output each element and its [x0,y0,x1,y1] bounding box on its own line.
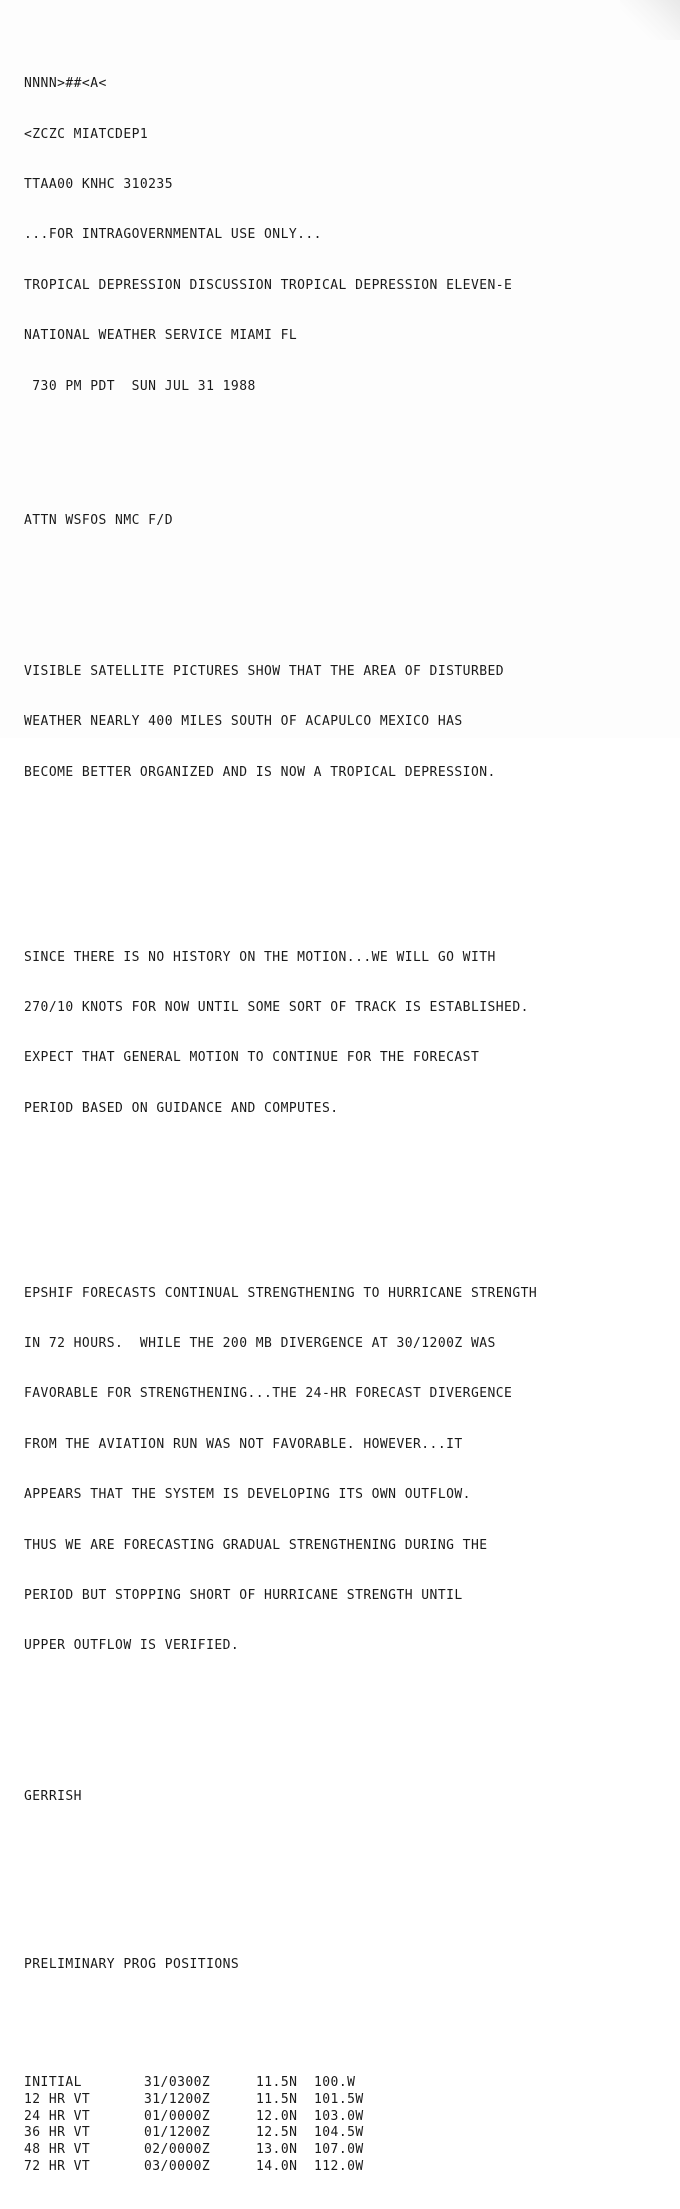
prog-lon: 101.5W [314,2091,364,2107]
header-line-office: NATIONAL WEATHER SERVICE MIAMI FL [24,328,298,344]
paragraph-satellite [24,630,537,815]
prog-label: 72 HR VT [24,2159,91,2174]
paragraph-line: FROM THE AVIATION RUN WAS NOT FAVORABLE. HOWEVER...IT [24,1436,463,1452]
prog-label: INITIAL [24,2075,82,2091]
paragraph-line: SINCE THERE IS NO HISTORY ON THE MOTION...WE WILL GO WITH [24,949,496,965]
spacer [24,849,537,866]
paragraph-line: UPPER OUTFLOW IS VERIFIED. [24,1638,240,1654]
paragraph-line: PERIOD BASED ON GUIDANCE AND COMPUTES. [24,1100,339,1116]
prog-label: 48 HR VT [24,2142,91,2158]
paragraph-line: 270/10 KNOTS FOR NOW UNTIL SOME SORT OF TRACK IS ESTABLISHED. [24,1000,529,1016]
spacer [24,563,537,580]
header-line-zczc: <ZCZC MIATCDEP1 [24,126,149,142]
prog-lat: 12.0N [256,2108,298,2124]
prog-time: 31/1200Z [144,2091,211,2107]
paragraph-motion [24,916,537,1151]
prog-label: 24 HR VT [24,2108,91,2124]
prog-time: 31/0300Z [144,2075,211,2091]
prog-lon: 107.0W [314,2142,364,2158]
table-row [24,2159,394,2176]
prog-label: 36 HR VT [24,2125,91,2141]
table-row [24,2142,394,2159]
discussion-text [24,9,537,2209]
prog-lon: 112.0W [314,2159,364,2174]
table-row [24,2109,394,2126]
prog-lon: 100.W [314,2075,356,2091]
paragraph-line: PERIOD BUT STOPPING SHORT OF HURRICANE STRENGTH UNTIL [24,1587,463,1603]
spacer [24,1890,537,1907]
paragraph-line: APPEARS THAT THE SYSTEM IS DEVELOPING ITS OWN OUTFLOW. [24,1487,471,1503]
paragraph-line: WEATHER NEARLY 400 MILES SOUTH OF ACAPULCO MEXICO HAS [24,714,463,730]
prog-time: 02/0000Z [144,2142,211,2158]
prog-title: PRELIMINARY PROG POSITIONS [24,1957,240,1973]
table-row [24,2125,394,2142]
header-line-wmo: TTAA00 KNHC 310235 [24,176,173,192]
paragraph-line: FAVORABLE FOR STRENGTHENING...THE 24-HR FORECAST DIVERGENCE [24,1386,513,1402]
prog-lat: 14.0N [256,2159,298,2174]
prog-time: 01/0000Z [144,2108,211,2124]
header-line-routing: NNNN>##<A< [24,76,107,92]
paragraph-line: EPSHIF FORECASTS CONTINUAL STRENGTHENING TO HURRICANE STRENGTH [24,1285,538,1301]
paragraph-line: EXPECT THAT GENERAL MOTION TO CONTINUE FOR THE FORECAST [24,1050,480,1066]
forecaster-signature: GERRISH [24,1789,82,1805]
prog-lat: 12.5N [256,2125,298,2141]
prog-time: 01/1200Z [144,2125,211,2141]
spacer [24,1840,537,1857]
prog-lat: 11.5N [256,2075,298,2091]
prog-lon: 104.5W [314,2125,364,2141]
prog-lat: 13.0N [256,2142,298,2158]
paragraph-line: VISIBLE SATELLITE PICTURES SHOW THAT THE AREA OF DISTURBED [24,664,505,680]
header-line-datetime: 730 PM PDT SUN JUL 31 1988 [24,378,256,394]
page-corner-shadow [620,0,680,40]
table-row [24,2092,394,2109]
message-header [24,43,537,429]
table-row [24,2075,394,2092]
prog-label: 12 HR VT [24,2091,91,2107]
paragraph-line: IN 72 HOURS. WHILE THE 200 MB DIVERGENCE AT 30/1200Z WAS [24,1335,496,1351]
header-line-title: TROPICAL DEPRESSION DISCUSSION TROPICAL DEPRESSION ELEVEN-E [24,277,513,293]
header-line-restriction: ...FOR INTRAGOVERNMENTAL USE ONLY... [24,227,322,243]
paragraph-strength [24,1252,537,1689]
spacer [24,1185,537,1202]
spacer [24,1722,537,1739]
prog-lat: 11.5N [256,2091,298,2107]
prog-time: 03/0000Z [144,2159,211,2174]
spacer [24,463,537,480]
prog-positions-table [24,2075,394,2176]
paragraph-line: THUS WE ARE FORECASTING GRADUAL STRENGTHENING DURING THE [24,1537,488,1553]
spacer [24,2008,537,2025]
prog-lon: 103.0W [314,2108,364,2124]
attn-line: ATTN WSFOS NMC F/D [24,512,173,528]
paragraph-line: BECOME BETTER ORGANIZED AND IS NOW A TROPICAL DEPRESSION. [24,764,496,780]
